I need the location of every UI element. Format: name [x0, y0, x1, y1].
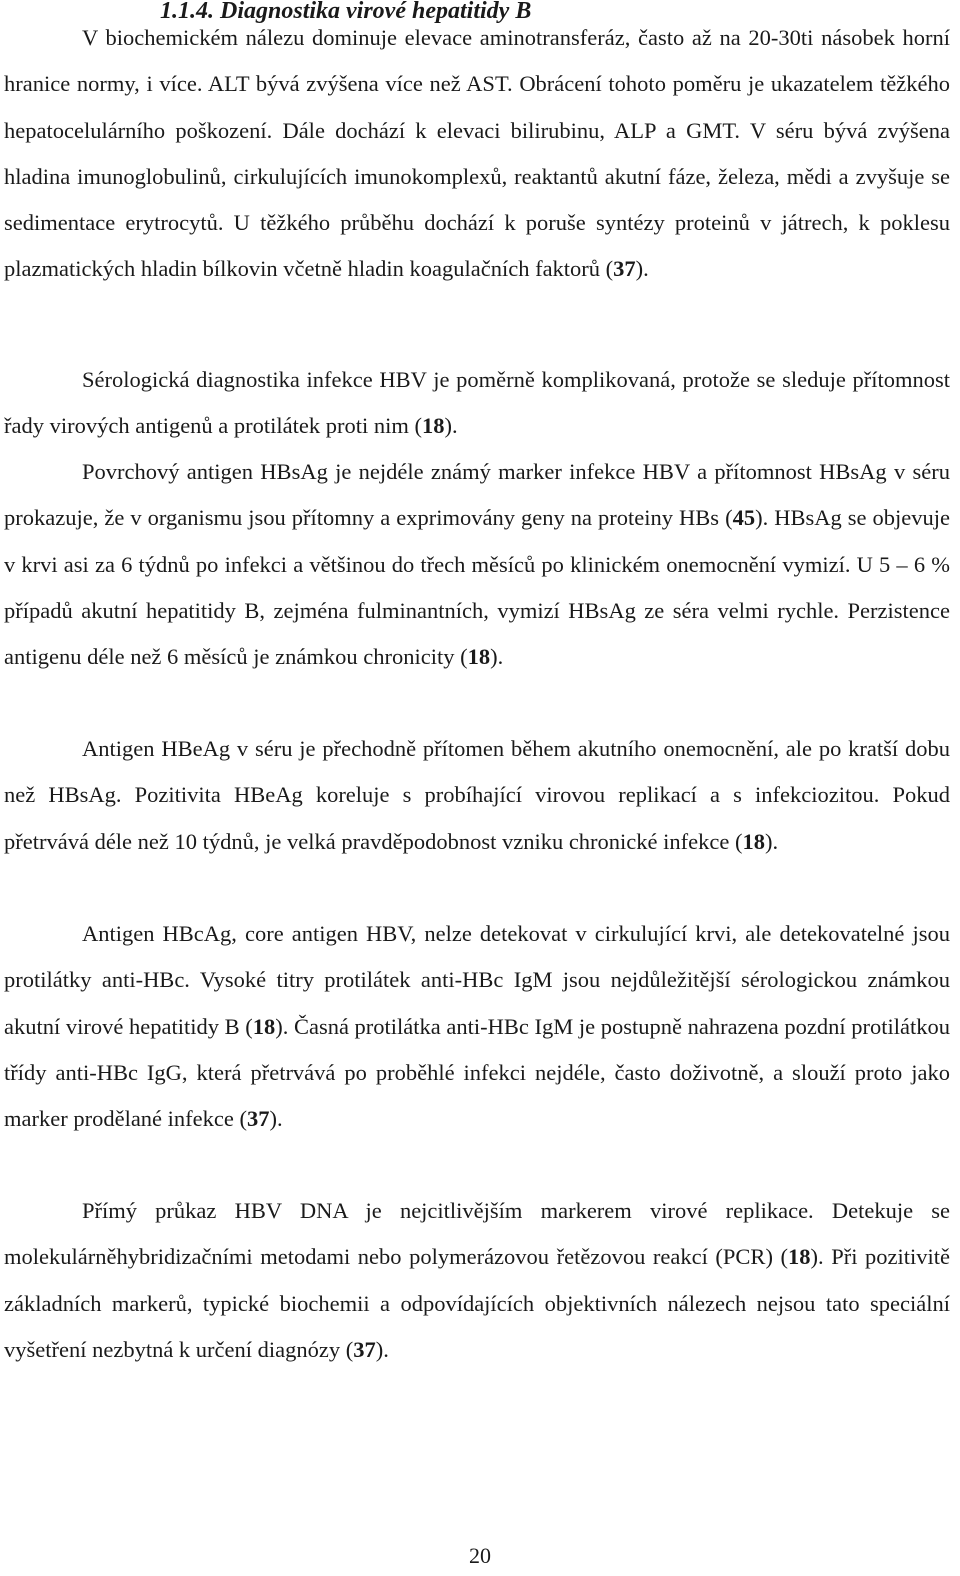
paragraph-hbeag	[4, 726, 950, 865]
citation-number: 18	[742, 828, 765, 854]
text-segment: ). HBsAg se objevuje v krvi asi za 6 týdnů po infekci a většinou do třech měsíců po klinickém onemocnění vymizí. U 5 – 6 % případů akutní hepatitidy B, zejména fulminantních, vymizí HBsAg ze séra velmi rychle. Perzistence antigenu déle než 6 měsíců je známkou chronicity (	[4, 505, 950, 670]
text-segment: ).	[269, 1106, 283, 1132]
text-segment: Povrchový antigen HBsAg je nejdéle známý marker infekce HBV a přítomnost HBsAg v séru prokazuje, že v organismu jsou přítomny a exprimovány geny na proteiny HBs (	[4, 459, 950, 531]
page-number: 20	[469, 1543, 491, 1568]
text-segment: Přímý průkaz HBV DNA je nejcitlivějším markerem virové replikace. Detekuje se molekulárněhybridizačními metodami nebo polymerázovou řetězovou reakcí (PCR) (	[4, 1198, 950, 1270]
text-segment: ).	[764, 828, 779, 854]
citation-number: 37	[613, 256, 636, 282]
text-segment: Sérologická diagnostika infekce HBV je poměrně komplikovaná, protože se sleduje přítomnost řady virových antigenů a protilátek proti nim (	[4, 367, 950, 439]
text-segment: ).	[375, 1336, 389, 1362]
text-segment: ).	[635, 256, 649, 282]
paragraph-hbv-dna	[4, 1188, 950, 1373]
section-heading: 1.1.4. Diagnostika virové hepatitidy B	[160, 0, 532, 24]
paragraph-serology	[4, 357, 950, 450]
text-segment: Antigen HBcAg, core antigen HBV, nelze detekovat v cirkulující krvi, ale detekovatelné jsou protilátky anti-HBc. Vysoké titry protilátek anti-HBc IgM jsou nejdůležitější sérologickou známkou akutní virové hepatitidy B (	[4, 921, 950, 1039]
citation-number: 18	[467, 644, 491, 670]
paragraph-hbsag	[4, 449, 950, 680]
citation-number: 37	[353, 1336, 376, 1362]
citation-number: 18	[422, 413, 445, 439]
paragraph-hbcag	[4, 911, 950, 1142]
citation-number: 18	[788, 1244, 811, 1270]
text-segment: Antigen HBeAg v séru je přechodně přítomen během akutního onemocnění, ale po kratší dobu než HBsAg. Pozitivita HBeAg koreluje s probíhající virovou replikací a s infekciozitou. Pokud přetrvává déle než 10 týdnů, je velká pravděpodobnost vzniku chronické infekce (	[4, 736, 950, 854]
text-segment: ). Časná protilátka anti-HBc IgM je postupně nahrazena pozdní protilátkou třídy anti-HBc IgG, která přetrvává po proběhlé infekci nejdéle, často doživotně, a slouží proto jako marker prodělané infekce (	[4, 1013, 951, 1132]
text-segment: ).	[490, 644, 504, 670]
citation-number: 18	[252, 1013, 276, 1039]
citation-number: 45	[732, 505, 756, 531]
text-segment: ).	[444, 413, 458, 439]
citation-number: 37	[247, 1106, 270, 1132]
text-segment: ). Při pozitivitě základních markerů, typické biochemii a odpovídajících objektivních nálezech nejsou tato speciální vyšetření nezbytná k určení diagnózy (	[4, 1244, 950, 1362]
text-segment: V biochemickém nálezu dominuje elevace aminotransferáz, často až na 20-30ti násobek horní hranice normy, i více. ALT bývá zvýšena více než AST. Obrácení tohoto poměru je ukazatelem těžkého hepatocelulárního poškození. Dále dochází k elevaci bilirubinu, ALP a GMT. V séru bývá zvýšena hladina imunoglobulinů, cirkulujících imunokomplexů, reaktantů akutní fáze, železa, mědi a zvyšuje se sedimentace erytrocytů. U těžkého průběhu dochází k poruše syntézy proteinů v játrech, k poklesu plazmatických hladin bílkovin včetně hladin koagulačních faktorů (	[4, 25, 950, 282]
paragraph-biochemistry	[4, 15, 950, 293]
